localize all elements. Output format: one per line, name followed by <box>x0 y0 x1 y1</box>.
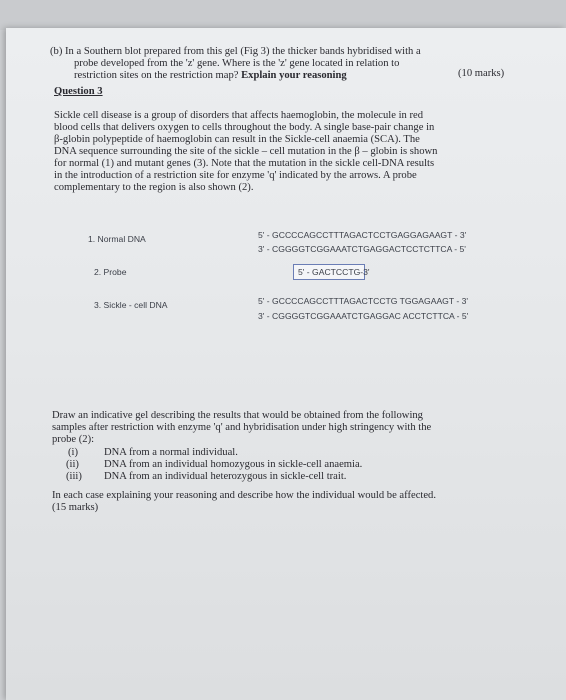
task-marks: (15 marks) <box>52 502 99 513</box>
sickle-dna-bottom-strand: 3' - CGGGGTCGGAAATCTGAGGAC ACCTCTTCA - 5' <box>258 311 469 321</box>
task-item-3-text: DNA from an individual heterozygous in sickle-cell trait. <box>104 471 347 482</box>
task-item-3-number: (iii) <box>66 471 82 482</box>
figure-label-normal-dna: 1. Normal DNA <box>88 234 146 244</box>
part-b-explain: Explain your reasoning <box>241 70 347 81</box>
part-b-line-1: (b) In a Southern blot prepared from this gel (Fig 3) the thicker bands hybridised with a <box>50 46 421 57</box>
q3-para-line-2: blood cells that delivers oxygen to cells throughout the body. A single base-pair change in <box>54 122 435 133</box>
probe-sequence: 5' - GACTCCTG-3' <box>298 267 370 277</box>
question-3-heading: Question 3 <box>54 86 103 97</box>
sickle-dna-top-strand: 5' - GCCCCAGCCTTTAGACTCCTG TGGAGAAGT - 3' <box>258 296 469 306</box>
normal-dna-top-strand: 5' - GCCCCAGCCTTTAGACTCCTGAGGAGAAGT - 3' <box>258 230 467 240</box>
part-b-line-2: probe developed from the 'z' gene. Where is the 'z' gene located in relation to <box>74 58 400 69</box>
task-item-2-text: DNA from an individual homozygous in sickle-cell anaemia. <box>104 459 363 470</box>
task-item-1-text: DNA from a normal individual. <box>104 447 238 458</box>
part-b-marks: (10 marks) <box>458 68 505 79</box>
task-item-1-number: (i) <box>68 447 78 458</box>
figure-label-sickle-dna: 3. Sickle - cell DNA <box>94 300 168 310</box>
task-line-1: Draw an indicative gel describing the results that would be obtained from the following <box>52 410 423 421</box>
task-line-2: samples after restriction with enzyme 'q' and hybridisation under high stringency with the <box>52 422 432 433</box>
part-b-line-3-question: restriction sites on the restriction map? <box>74 70 239 81</box>
q3-para-line-3: β-globin polypeptide of haemoglobin can result in the Sickle-cell anaemia (SCA). The <box>54 134 420 145</box>
background-strip <box>0 0 566 30</box>
task-closing-line: In each case explaining your reasoning and describe how the individual would be affected. <box>52 490 436 501</box>
task-line-3: probe (2): <box>52 434 95 445</box>
q3-para-line-7: complementary to the region is also shown (2). <box>54 182 254 193</box>
q3-para-line-4: DNA sequence surrounding the site of the sickle – cell mutation in the β – globin is shown <box>54 146 438 157</box>
figure-label-probe: 2. Probe <box>94 267 127 277</box>
q3-para-line-1: Sickle cell disease is a group of disorders that affects haemoglobin, the molecule in red <box>54 110 424 121</box>
q3-para-line-5: for normal (1) and mutant genes (3). Note that the mutation in the sickle cell-DNA results <box>54 158 435 169</box>
part-b-line-3 <box>74 70 347 83</box>
task-item-2-number: (ii) <box>66 459 79 470</box>
q3-para-line-6: in the introduction of a restriction site for enzyme 'q' indicated by the arrows. A probe <box>54 170 417 181</box>
normal-dna-bottom-strand: 3' - CGGGGTCGGAAATCTGAGGACTCCTCTTCA - 5' <box>258 244 466 254</box>
